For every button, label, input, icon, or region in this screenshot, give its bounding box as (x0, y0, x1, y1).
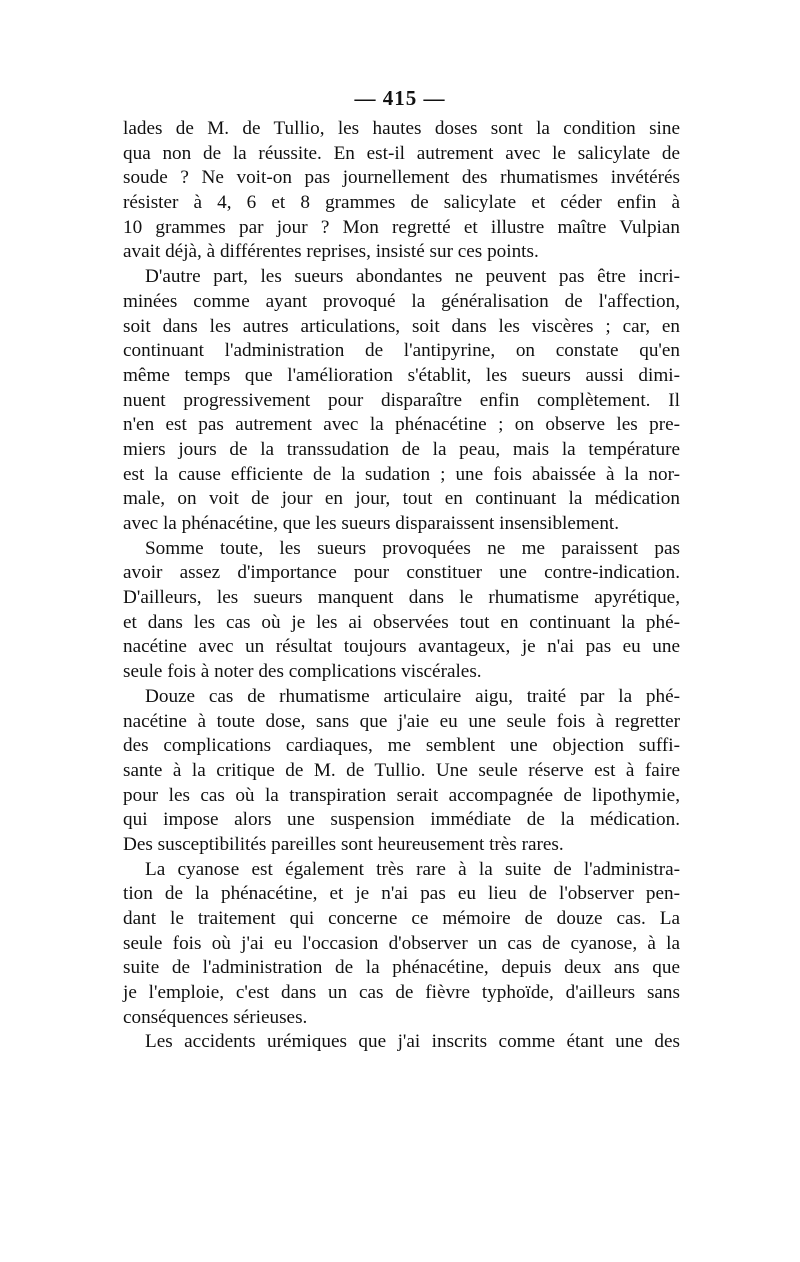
text-line: même temps que l'amélioration s'établit, les sueurs aussi dimi- (123, 364, 680, 386)
text-line: qui impose alors une suspension immédiate de la médication. (123, 809, 680, 831)
text-line: minées comme ayant provoqué la généralisation de l'affection, (123, 290, 680, 312)
text-line: résister à 4, 6 et 8 grammes de salicylate et céder enfin à (123, 192, 680, 214)
text-line: avec la phénacétine, que les sueurs disparaissent insensiblement. (123, 513, 620, 534)
text-line: Des susceptibilités pareilles sont heureusement très rares. (123, 833, 564, 855)
text-line: nacétine avec un résultat toujours avantageux, je n'ai pas eu une (123, 636, 680, 658)
text-line: D'autre part, les sueurs abondantes ne peuvent pas être incri- (145, 266, 680, 288)
text-line: La cyanose est également très rare à la suite de l'administra- (145, 858, 680, 880)
text-line: Douze cas de rhumatisme articulaire aigu, traité par la phé- (145, 685, 680, 707)
text-line: D'ailleurs, les sueurs manquent dans le rhumatisme apyrétique, (123, 587, 680, 609)
text-line: sante à la critique de M. de Tullio. Une seule réserve est à faire (123, 759, 680, 781)
text-line: continuant l'administration de l'antipyrine, on constate qu'en (123, 340, 680, 362)
text-line: n'en est pas autrement avec la phénacétine ; on observe les pre- (123, 414, 680, 436)
text-line: Les accidents urémiques que j'ai inscrits comme étant une des (145, 1031, 680, 1053)
text-line: est la cause efficiente de la sudation ; une fois abaissée à la nor- (123, 463, 680, 485)
text-line: dant le traitement qui concerne ce mémoire de douze cas. La (123, 908, 680, 929)
text-line: des complications cardiaques, me semblent une objection suffi- (123, 735, 680, 757)
text-line: 10 grammes par jour ? Mon regretté et illustre maître Vulpian (123, 216, 680, 238)
text-line: je l'emploie, c'est dans un cas de fièvre typhoïde, d'ailleurs sans (123, 982, 680, 1004)
text-line: Somme toute, les sueurs provoquées ne me paraissent pas (145, 537, 680, 559)
text-line: suite de l'administration de la phénacétine, depuis deux ans que (123, 957, 680, 979)
text-line: seule fois où j'ai eu l'occasion d'observer un cas de cyanose, à la (123, 932, 680, 954)
text-line: lades de M. de Tullio, les hautes doses sont la condition sine (123, 118, 680, 139)
text-line: nuent progressivement pour disparaître enfin complètement. Il (123, 389, 680, 411)
body-text (123, 117, 680, 1055)
text-line: et dans les cas où je les ai observées tout en continuant la phé- (123, 611, 680, 633)
text-line: avait déjà, à différentes reprises, insisté sur ces points. (123, 241, 539, 263)
text-line: qua non de la réussite. En est-il autrement avec le salicylate de (123, 142, 680, 164)
page-number: — 415 — (354, 86, 446, 110)
text-line: soit dans les autres articulations, soit dans les viscères ; car, en (123, 315, 680, 337)
text-line: soude ? Ne voit-on pas journellement des rhumatismes invétérés (123, 167, 680, 189)
text-line: seule fois à noter des complications viscérales. (123, 661, 482, 683)
text-line: tion de la phénacétine, et je n'ai pas eu lieu de l'observer pen- (123, 883, 680, 905)
text-line: miers jours de la transsudation de la peau, mais la température (123, 438, 680, 460)
text-line: pour les cas où la transpiration serait accompagnée de lipothymie, (123, 784, 680, 806)
text-line: avoir assez d'importance pour constituer une contre-indication. (123, 562, 680, 584)
text-line: nacétine à toute dose, sans que j'aie eu une seule fois à regretter (123, 710, 680, 732)
text-line: conséquences sérieuses. (123, 1006, 308, 1028)
text-line: male, on voit de jour en jour, tout en continuant la médication (123, 488, 680, 510)
